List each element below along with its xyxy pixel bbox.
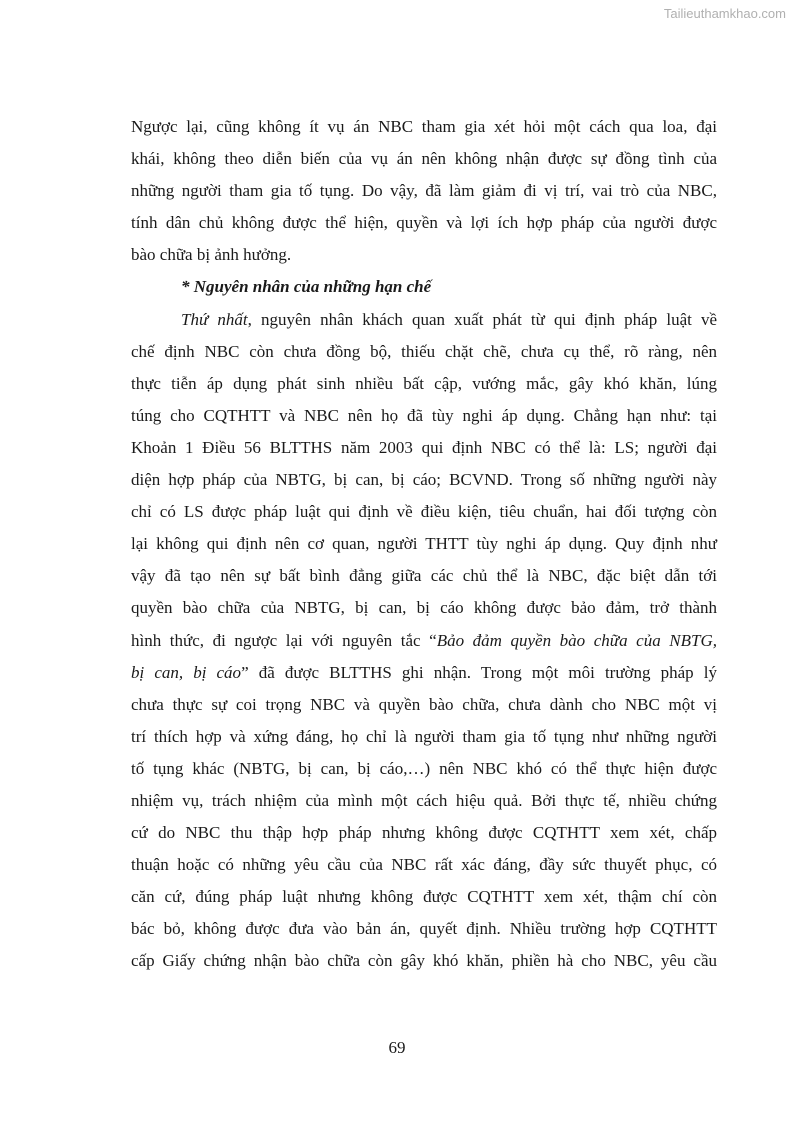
text-line: khái, không theo diễn biến của vụ án nên không nhận được sự đồng tình của: [131, 149, 717, 169]
watermark: Tailieuthamkhao.com: [663, 6, 786, 21]
text-line: Khoản 1 Điều 56 BLTTHS năm 2003 qui định NBC có thể là: LS; người đại: [131, 437, 717, 457]
italic-quote: Bảo đảm quyền bào chữa của NBTG,: [436, 630, 717, 650]
text-line: cấp Giấy chứng nhận bào chữa còn gây khó khăn, phiền hà cho NBC, yêu cầu: [131, 951, 717, 971]
text-line: lại không qui định nên cơ quan, người THTT tùy nghi áp dụng. Quy định như: [131, 534, 717, 554]
text-line: cứ do NBC thu thập hợp pháp nhưng không được CQTHTT xem xét, chấp: [131, 823, 717, 843]
text-line: căn cứ, đúng pháp luật nhưng không được CQTHTT xem xét, thậm chí còn: [131, 887, 717, 907]
italic-phrase: Thứ nhất: [181, 309, 248, 329]
italic-quote: bị can, bị cáo: [131, 662, 242, 682]
section-heading: * Nguyên nhân của những hạn chế: [181, 277, 432, 297]
text-line: chỉ có LS được pháp luật qui định về điều kiện, tiêu chuẩn, hai đối tượng còn: [131, 502, 717, 522]
text-line: Ngược lại, cũng không ít vụ án NBC tham gia xét hỏi một cách qua loa, đại: [131, 117, 717, 136]
text-line: bác bỏ, không được đưa vào bản án, quyết định. Nhiều trường hợp CQTHTT: [131, 919, 717, 939]
text-line: trí thích hợp và xứng đáng, họ chỉ là người tham gia tố tụng như những người: [131, 726, 717, 746]
text-line: chưa thực sự coi trọng NBC và quyền bào chữa, chưa dành cho NBC một vị: [131, 694, 717, 714]
text-line: nhiệm vụ, trách nhiệm của mình một cách hiệu quả. Bởi thực tế, nhiều chứng: [131, 790, 717, 810]
text-line: tính dân chủ không được thể hiện, quyền và lợi ích hợp pháp của người được: [131, 213, 717, 233]
text-line: bào chữa bị ảnh hưởng.: [131, 245, 292, 265]
text-line: tố tụng khác (NBTG, bị can, bị cáo,…) nên NBC khó có thể thực hiện được: [131, 758, 717, 778]
text-line: [131, 657, 717, 689]
text-line: [131, 304, 717, 336]
text-span: ” đã được BLTTHS ghi nhận. Trong một môi trường pháp lý: [241, 662, 717, 682]
text-span: , nguyên nhân khách quan xuất phát từ qui định pháp luật về: [247, 309, 718, 329]
text-line: những người tham gia tố tụng. Do vậy, đã làm giảm đi vị trí, vai trò của NBC,: [131, 181, 717, 201]
text-line: chế định NBC còn chưa đồng bộ, thiếu chặt chẽ, chưa cụ thể, rõ ràng, nên: [131, 341, 717, 361]
text-line: thực tiễn áp dụng phát sinh nhiều bất cập, vướng mắc, gây khó khăn, lúng: [131, 373, 717, 393]
text-line: [131, 625, 717, 657]
text-line: diện hợp pháp của NBTG, bị can, bị cáo; BCVND. Trong số những người này: [131, 470, 717, 490]
text-line: quyền bào chữa của NBTG, bị can, bị cáo không được bảo đảm, trở thành: [131, 598, 717, 618]
text-span: hình thức, đi ngược lại với nguyên tắc “: [131, 630, 437, 650]
text-line: vậy đã tạo nên sự bất bình đẳng giữa các chủ thể là NBC, đặc biệt dẫn tới: [131, 566, 717, 586]
page-number: 69: [388, 1038, 406, 1057]
text-line: túng cho CQTHTT và NBC nên họ đã tùy nghi áp dụng. Chẳng hạn như: tại: [131, 405, 717, 425]
page-body: [131, 111, 717, 978]
text-line: thuận hoặc có những yêu cầu của NBC rất xác đáng, đầy sức thuyết phục, có: [131, 855, 717, 875]
